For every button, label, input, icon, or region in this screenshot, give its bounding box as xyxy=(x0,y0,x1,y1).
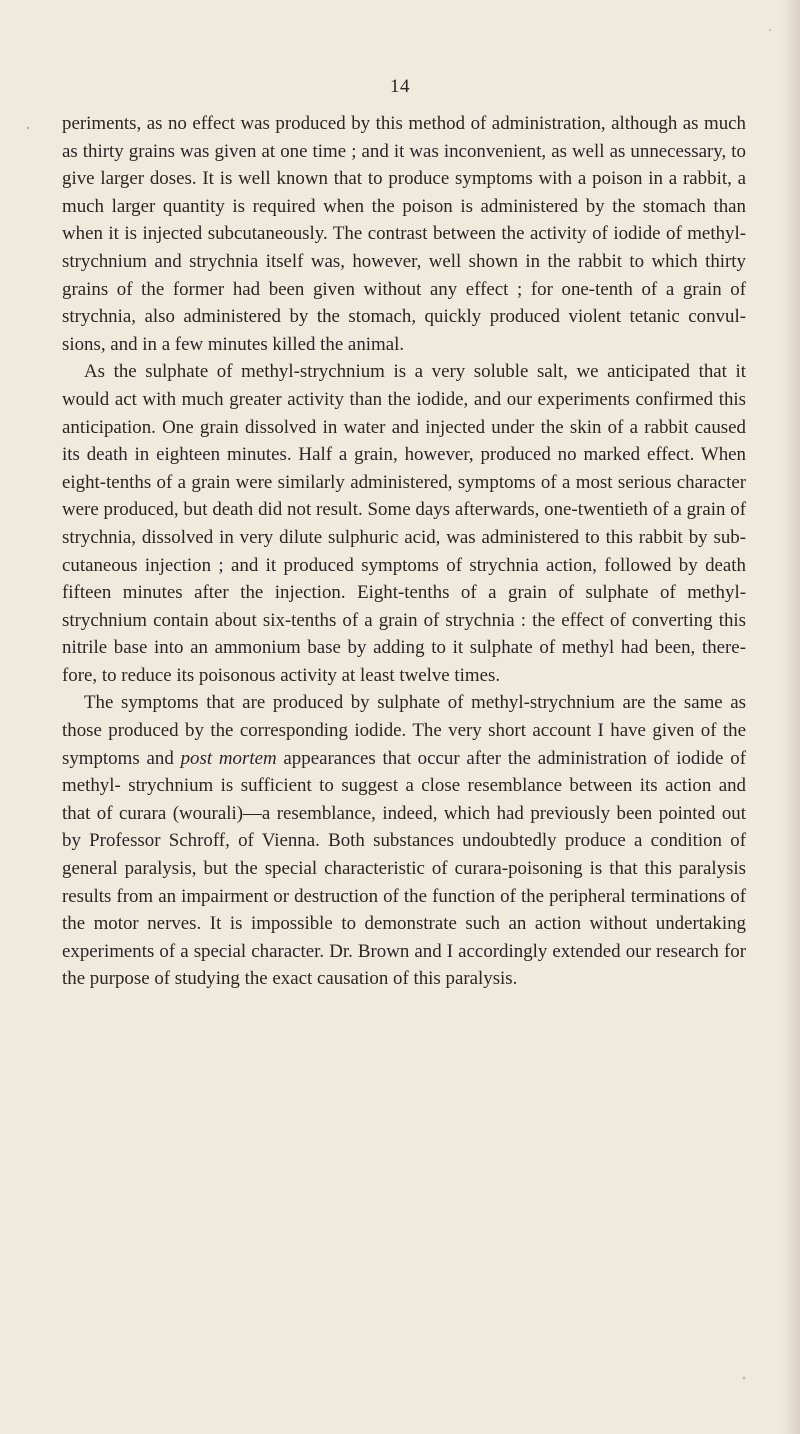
paragraph-2: As the sulphate of methyl-strychnium is a very soluble salt, we anticipated that it would act with much greater activity than the iodide, and our experiments confirmed this anticipation. One grain dissolved in water and injected under the skin of a rabbit caused its death in eighteen minutes. Half a grain, however, produced no marked effect. When eight-tenths of a grain were similarly administered, symptoms of a most serious character were produced, but death did not result. Some days afterwards, one-twentieth of a grain of strychnia, dissolved in very dilute sulphuric acid, was administered to this rabbit by sub- cutaneous injection ; and it produced symptoms of strychnia action, followed by death fifteen minutes after the injection. Eight-tenths of a grain of sulphate of methyl-strychnium contain about six-tenths of a grain of strychnia : the effect of converting this nitrile base into an ammonium base by adding to it sulphate of methyl had been, there- fore, to reduce its poisonous activity at least twelve times. xyxy=(62,361,746,686)
body-text xyxy=(62,110,746,993)
paragraph-3-italic: post mortem xyxy=(180,747,277,769)
page-number: 14 xyxy=(390,76,410,97)
paragraph-3 xyxy=(62,689,746,993)
paragraph-3-text-end: appearances that occur after the administration of iodide of methyl- strychnium is sufficient to suggest a close resemblance between its action and that of curara (wourali)—a resemblance, indeed, which had previously been pointed out by Professor Schroff, of Vienna. Both substances undoubtedly produce a condition of general paralysis, but the special characteristic of curara-poisoning is that this paralysis results from an impairment or destruction of the function of the peripheral terminations of the motor nerves. It is impossible to demonstrate such an action without undertaking experiments of a special character. Dr. Brown and I accordingly extended our research for the purpose of studying the exact causation of this paralysis. xyxy=(62,747,746,990)
paragraph-1: periments, as no effect was produced by this method of administration, although as much as thirty grains was given at one time ; and it was inconvenient, as well as unnecessary, to give larger doses. It is well known that to produce symptoms with a poison in a rabbit, a much larger quantity is required when the poison is administered by the stomach than when it is injected subcutaneously. The contrast between the activity of iodide of methyl-strychnium and strychnia itself was, however, well shown in the rabbit to which thirty grains of the former had been given without any effect ; for one-tenth of a grain of strychnia, also administered by the stomach, quickly produced violent tetanic convul- sions, and in a few minutes killed the animal. xyxy=(62,113,746,355)
paragraph-3-text-start: The symptoms that are produced by sulphate of methyl-strychnium are the same as those produced by the corresponding iodide. The very short account I have given of the symptoms and xyxy=(62,692,746,769)
page-edge-shadow xyxy=(782,0,800,1434)
